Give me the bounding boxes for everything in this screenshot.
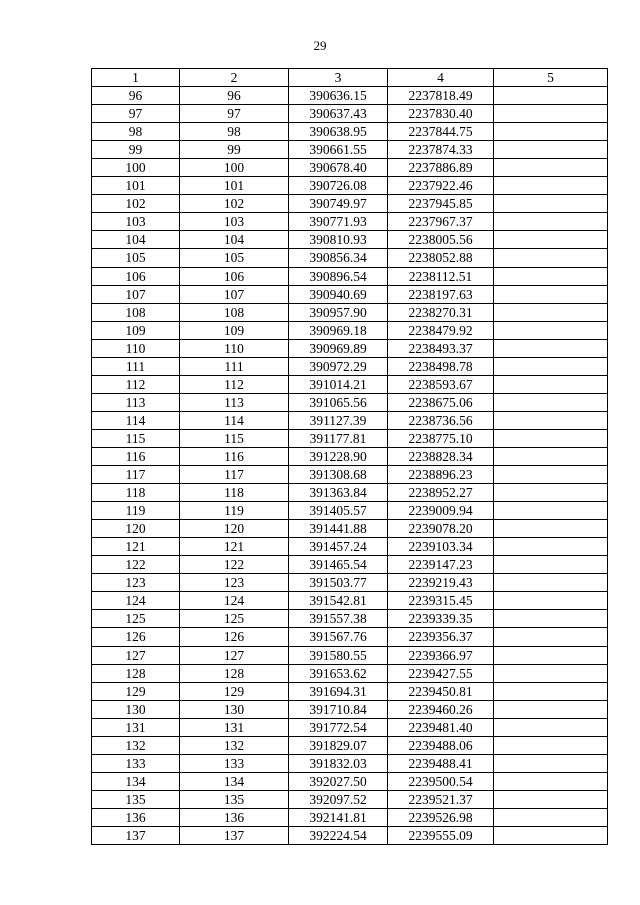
- table-cell-col-2: 120: [180, 520, 289, 538]
- table-cell-col-5: [494, 411, 608, 429]
- table-cell-col-1: 134: [92, 772, 180, 790]
- table-cell-col-4: 2239078.20: [388, 520, 494, 538]
- table-cell-col-1: 99: [92, 141, 180, 159]
- table-cell-col-1: 116: [92, 447, 180, 465]
- table-cell-col-4: 2239526.98: [388, 808, 494, 826]
- table-cell-col-2: 117: [180, 466, 289, 484]
- table-row: [92, 429, 608, 447]
- table-cell-col-1: 132: [92, 736, 180, 754]
- table-cell-col-5: [494, 556, 608, 574]
- table-row: [92, 105, 608, 123]
- table-cell-col-2: 115: [180, 429, 289, 447]
- table-cell-col-5: [494, 393, 608, 411]
- table-cell-col-2: 126: [180, 628, 289, 646]
- table-cell-col-1: 136: [92, 808, 180, 826]
- table-cell-col-5: [494, 447, 608, 465]
- table-cell-col-5: [494, 285, 608, 303]
- table-cell-col-4: 2239488.41: [388, 754, 494, 772]
- table-cell-col-4: 2238498.78: [388, 357, 494, 375]
- table-cell-col-4: 2238112.51: [388, 267, 494, 285]
- table-row: [92, 123, 608, 141]
- table-cell-col-5: [494, 772, 608, 790]
- table-cell-col-5: [494, 808, 608, 826]
- table-cell-col-3: 390896.54: [289, 267, 388, 285]
- table-cell-col-1: 125: [92, 610, 180, 628]
- table-cell-col-4: 2239555.09: [388, 826, 494, 844]
- table-cell-col-5: [494, 321, 608, 339]
- table-cell-col-2: 104: [180, 231, 289, 249]
- table-cell-col-3: 391567.76: [289, 628, 388, 646]
- table-cell-col-3: 390678.40: [289, 159, 388, 177]
- table-cell-col-1: 98: [92, 123, 180, 141]
- table-cell-col-5: [494, 195, 608, 213]
- table-cell-col-2: 123: [180, 574, 289, 592]
- table-cell-col-2: 137: [180, 826, 289, 844]
- table-cell-col-3: 391441.88: [289, 520, 388, 538]
- table-cell-col-4: 2239450.81: [388, 682, 494, 700]
- table-cell-col-3: 391457.24: [289, 538, 388, 556]
- table-cell-col-5: [494, 700, 608, 718]
- table-cell-col-3: 391465.54: [289, 556, 388, 574]
- table-cell-col-4: 2237945.85: [388, 195, 494, 213]
- table-row: [92, 195, 608, 213]
- table-cell-col-1: 126: [92, 628, 180, 646]
- table-cell-col-2: 135: [180, 790, 289, 808]
- table-cell-col-3: 391405.57: [289, 502, 388, 520]
- table-cell-col-1: 137: [92, 826, 180, 844]
- table-cell-col-4: 2238270.31: [388, 303, 494, 321]
- table-cell-col-3: 392027.50: [289, 772, 388, 790]
- table-cell-col-5: [494, 736, 608, 754]
- table-cell-col-5: [494, 339, 608, 357]
- table-row: [92, 700, 608, 718]
- table-cell-col-5: [494, 303, 608, 321]
- header-cell-2: 2: [180, 69, 289, 87]
- table-cell-col-3: 390969.89: [289, 339, 388, 357]
- table-cell-col-2: 122: [180, 556, 289, 574]
- table-cell-col-4: 2238736.56: [388, 411, 494, 429]
- table-row: [92, 393, 608, 411]
- table-cell-col-1: 133: [92, 754, 180, 772]
- table-cell-col-3: 391177.81: [289, 429, 388, 447]
- table-cell-col-3: 391710.84: [289, 700, 388, 718]
- table-cell-col-2: 112: [180, 375, 289, 393]
- table-cell-col-5: [494, 231, 608, 249]
- table-row: [92, 303, 608, 321]
- table-row: [92, 736, 608, 754]
- table-cell-col-5: [494, 141, 608, 159]
- table-row: [92, 718, 608, 736]
- table-cell-col-1: 106: [92, 267, 180, 285]
- table-cell-col-3: 391308.68: [289, 466, 388, 484]
- table-cell-col-4: 2239315.45: [388, 592, 494, 610]
- table-cell-col-4: 2238493.37: [388, 339, 494, 357]
- table-row: [92, 502, 608, 520]
- table-cell-col-4: 2239356.37: [388, 628, 494, 646]
- table-row: [92, 772, 608, 790]
- table-cell-col-3: 391772.54: [289, 718, 388, 736]
- table-cell-col-5: [494, 664, 608, 682]
- table-cell-col-5: [494, 375, 608, 393]
- table-cell-col-2: 103: [180, 213, 289, 231]
- table-cell-col-4: 2237886.89: [388, 159, 494, 177]
- table-cell-col-3: 390969.18: [289, 321, 388, 339]
- table-cell-col-5: [494, 177, 608, 195]
- table-cell-col-2: 128: [180, 664, 289, 682]
- table-cell-col-4: 2239103.34: [388, 538, 494, 556]
- table-cell-col-5: [494, 123, 608, 141]
- table-cell-col-3: 391127.39: [289, 411, 388, 429]
- header-cell-1: 1: [92, 69, 180, 87]
- table-row: [92, 267, 608, 285]
- table-cell-col-2: 136: [180, 808, 289, 826]
- table-cell-col-1: 121: [92, 538, 180, 556]
- table-cell-col-1: 112: [92, 375, 180, 393]
- table-cell-col-2: 131: [180, 718, 289, 736]
- table-cell-col-3: 392097.52: [289, 790, 388, 808]
- table-cell-col-5: [494, 628, 608, 646]
- table-row: [92, 447, 608, 465]
- table-row: [92, 321, 608, 339]
- header-cell-3: 3: [289, 69, 388, 87]
- table-row: [92, 520, 608, 538]
- table-cell-col-3: 390810.93: [289, 231, 388, 249]
- table-cell-col-1: 97: [92, 105, 180, 123]
- table-cell-col-2: 98: [180, 123, 289, 141]
- table-cell-col-3: 391542.81: [289, 592, 388, 610]
- table-cell-col-1: 105: [92, 249, 180, 267]
- table-cell-col-2: 108: [180, 303, 289, 321]
- table-row: [92, 574, 608, 592]
- table-row: [92, 646, 608, 664]
- table-cell-col-2: 127: [180, 646, 289, 664]
- table-cell-col-1: 135: [92, 790, 180, 808]
- table-cell-col-4: 2237922.46: [388, 177, 494, 195]
- table-cell-col-3: 391653.62: [289, 664, 388, 682]
- table-cell-col-1: 128: [92, 664, 180, 682]
- table-cell-col-4: 2239009.94: [388, 502, 494, 520]
- table-cell-col-2: 118: [180, 484, 289, 502]
- table-cell-col-2: 101: [180, 177, 289, 195]
- table-cell-col-4: 2238005.56: [388, 231, 494, 249]
- table-row: [92, 285, 608, 303]
- table-cell-col-4: 2237967.37: [388, 213, 494, 231]
- table-cell-col-4: 2239147.23: [388, 556, 494, 574]
- table-row: [92, 826, 608, 844]
- table-cell-col-3: 391829.07: [289, 736, 388, 754]
- table-row: [92, 177, 608, 195]
- table-cell-col-3: 390638.95: [289, 123, 388, 141]
- table-cell-col-3: 390749.97: [289, 195, 388, 213]
- page-number: 29: [313, 38, 327, 53]
- table-cell-col-4: 2237844.75: [388, 123, 494, 141]
- table-cell-col-4: 2238593.67: [388, 375, 494, 393]
- table-cell-col-5: [494, 682, 608, 700]
- table-cell-col-1: 127: [92, 646, 180, 664]
- table-row: [92, 754, 608, 772]
- table-cell-col-1: 103: [92, 213, 180, 231]
- table-cell-col-5: [494, 484, 608, 502]
- table-cell-col-5: [494, 754, 608, 772]
- table-cell-col-2: 114: [180, 411, 289, 429]
- table-cell-col-4: 2237818.49: [388, 87, 494, 105]
- table-cell-col-1: 124: [92, 592, 180, 610]
- table-cell-col-4: 2238775.10: [388, 429, 494, 447]
- table-cell-col-3: 391694.31: [289, 682, 388, 700]
- table-row: [92, 375, 608, 393]
- table-cell-col-1: 114: [92, 411, 180, 429]
- table-cell-col-4: 2239481.40: [388, 718, 494, 736]
- table-cell-col-1: 117: [92, 466, 180, 484]
- table-row: [92, 466, 608, 484]
- table-cell-col-1: 101: [92, 177, 180, 195]
- table-row: [92, 411, 608, 429]
- table-row: [92, 556, 608, 574]
- table-cell-col-5: [494, 574, 608, 592]
- table-cell-col-5: [494, 159, 608, 177]
- table-cell-col-4: 2238052.88: [388, 249, 494, 267]
- table-cell-col-2: 132: [180, 736, 289, 754]
- table-cell-col-3: 392141.81: [289, 808, 388, 826]
- table-row: [92, 231, 608, 249]
- table-cell-col-3: 391503.77: [289, 574, 388, 592]
- header-cell-4: 4: [388, 69, 494, 87]
- table-row: [92, 249, 608, 267]
- table-cell-col-3: 391363.84: [289, 484, 388, 502]
- table-cell-col-1: 102: [92, 195, 180, 213]
- header-row: [92, 69, 608, 87]
- table-row: [92, 592, 608, 610]
- table-cell-col-2: 119: [180, 502, 289, 520]
- table-cell-col-2: 133: [180, 754, 289, 772]
- table-cell-col-3: 390957.90: [289, 303, 388, 321]
- table-cell-col-2: 97: [180, 105, 289, 123]
- table-cell-col-2: 129: [180, 682, 289, 700]
- table-cell-col-3: 390771.93: [289, 213, 388, 231]
- table-cell-col-3: 390661.55: [289, 141, 388, 159]
- table-cell-col-4: 2239500.54: [388, 772, 494, 790]
- table-row: [92, 808, 608, 826]
- table-cell-col-4: 2238828.34: [388, 447, 494, 465]
- table-row: [92, 357, 608, 375]
- table-cell-col-2: 105: [180, 249, 289, 267]
- table-header: [92, 69, 608, 87]
- table-row: [92, 790, 608, 808]
- table-cell-col-1: 110: [92, 339, 180, 357]
- table-cell-col-2: 130: [180, 700, 289, 718]
- table-cell-col-3: 390972.29: [289, 357, 388, 375]
- table-cell-col-1: 111: [92, 357, 180, 375]
- table-cell-col-4: 2239488.06: [388, 736, 494, 754]
- table-cell-col-4: 2238675.06: [388, 393, 494, 411]
- table-cell-col-5: [494, 466, 608, 484]
- table-cell-col-3: 390940.69: [289, 285, 388, 303]
- table-cell-col-5: [494, 249, 608, 267]
- table-cell-col-1: 107: [92, 285, 180, 303]
- table-cell-col-4: 2237830.40: [388, 105, 494, 123]
- table-row: [92, 682, 608, 700]
- table-cell-col-3: 391557.38: [289, 610, 388, 628]
- table-cell-col-5: [494, 610, 608, 628]
- table-cell-col-5: [494, 267, 608, 285]
- table-cell-col-5: [494, 646, 608, 664]
- table-cell-col-2: 106: [180, 267, 289, 285]
- table-cell-col-3: 391832.03: [289, 754, 388, 772]
- table-cell-col-2: 121: [180, 538, 289, 556]
- table-cell-col-5: [494, 520, 608, 538]
- table-cell-col-3: 390637.43: [289, 105, 388, 123]
- table-cell-col-3: 390636.15: [289, 87, 388, 105]
- table-cell-col-3: 390856.34: [289, 249, 388, 267]
- table-row: [92, 141, 608, 159]
- table-cell-col-1: 113: [92, 393, 180, 411]
- table-row: [92, 484, 608, 502]
- table-cell-col-2: 134: [180, 772, 289, 790]
- table-cell-col-4: 2239427.55: [388, 664, 494, 682]
- table-cell-col-2: 110: [180, 339, 289, 357]
- table-body: [92, 87, 608, 845]
- table-cell-col-5: [494, 502, 608, 520]
- table-cell-col-5: [494, 826, 608, 844]
- table-cell-col-1: 118: [92, 484, 180, 502]
- table-row: [92, 610, 608, 628]
- table-cell-col-1: 100: [92, 159, 180, 177]
- table-cell-col-5: [494, 790, 608, 808]
- table-cell-col-1: 119: [92, 502, 180, 520]
- table-cell-col-2: 125: [180, 610, 289, 628]
- table-cell-col-5: [494, 592, 608, 610]
- table-cell-col-1: 115: [92, 429, 180, 447]
- table-cell-col-4: 2239219.43: [388, 574, 494, 592]
- table-cell-col-3: 391014.21: [289, 375, 388, 393]
- table-cell-col-2: 99: [180, 141, 289, 159]
- table-cell-col-4: 2239366.97: [388, 646, 494, 664]
- table-cell-col-3: 391580.55: [289, 646, 388, 664]
- table-cell-col-5: [494, 105, 608, 123]
- table-cell-col-5: [494, 538, 608, 556]
- table-row: [92, 628, 608, 646]
- table-row: [92, 87, 608, 105]
- table-cell-col-1: 130: [92, 700, 180, 718]
- table-cell-col-4: 2239521.37: [388, 790, 494, 808]
- table-cell-col-2: 96: [180, 87, 289, 105]
- header-cell-5: 5: [494, 69, 608, 87]
- table-cell-col-1: 129: [92, 682, 180, 700]
- table-row: [92, 664, 608, 682]
- table-cell-col-2: 113: [180, 393, 289, 411]
- table-cell-col-2: 107: [180, 285, 289, 303]
- table-cell-col-1: 109: [92, 321, 180, 339]
- table-row: [92, 538, 608, 556]
- table-cell-col-1: 96: [92, 87, 180, 105]
- table-cell-col-1: 122: [92, 556, 180, 574]
- table-cell-col-3: 390726.08: [289, 177, 388, 195]
- table-cell-col-5: [494, 718, 608, 736]
- coordinates-table: [91, 68, 608, 845]
- table-cell-col-1: 104: [92, 231, 180, 249]
- table-cell-col-4: 2238896.23: [388, 466, 494, 484]
- table-row: [92, 339, 608, 357]
- table-cell-col-2: 111: [180, 357, 289, 375]
- table-cell-col-5: [494, 213, 608, 231]
- table-cell-col-4: 2238952.27: [388, 484, 494, 502]
- table-cell-col-2: 116: [180, 447, 289, 465]
- table-cell-col-1: 131: [92, 718, 180, 736]
- table-cell-col-2: 100: [180, 159, 289, 177]
- table-cell-col-2: 124: [180, 592, 289, 610]
- table-cell-col-4: 2239460.26: [388, 700, 494, 718]
- table-cell-col-5: [494, 87, 608, 105]
- table-cell-col-5: [494, 357, 608, 375]
- table-cell-col-1: 123: [92, 574, 180, 592]
- table-cell-col-4: 2238197.63: [388, 285, 494, 303]
- table-cell-col-1: 120: [92, 520, 180, 538]
- table-row: [92, 213, 608, 231]
- table-cell-col-5: [494, 429, 608, 447]
- table-cell-col-3: 391065.56: [289, 393, 388, 411]
- table-cell-col-3: 392224.54: [289, 826, 388, 844]
- table-cell-col-4: 2239339.35: [388, 610, 494, 628]
- table-cell-col-4: 2238479.92: [388, 321, 494, 339]
- table-cell-col-1: 108: [92, 303, 180, 321]
- table-cell-col-2: 102: [180, 195, 289, 213]
- table-cell-col-4: 2237874.33: [388, 141, 494, 159]
- table-cell-col-3: 391228.90: [289, 447, 388, 465]
- table-cell-col-2: 109: [180, 321, 289, 339]
- table-row: [92, 159, 608, 177]
